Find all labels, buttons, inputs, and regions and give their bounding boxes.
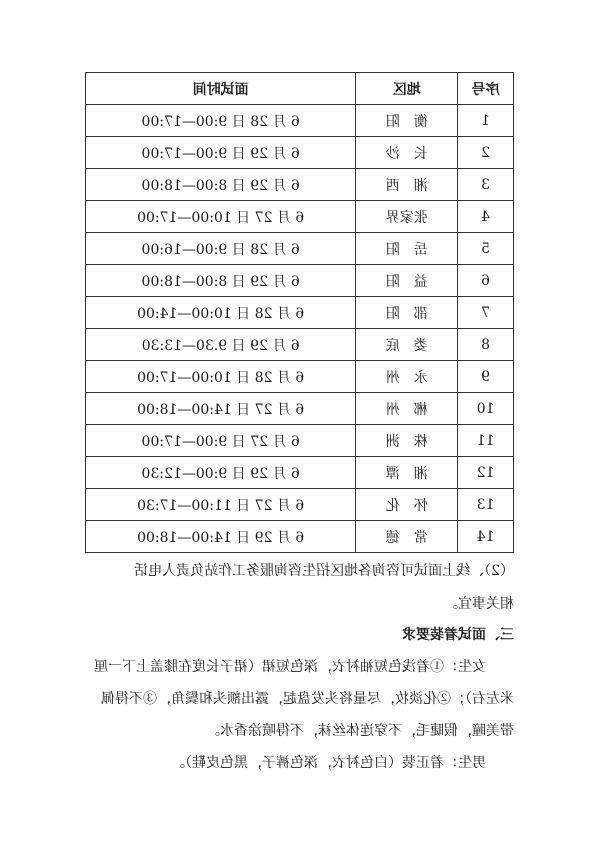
- header-area: 地区: [356, 73, 458, 105]
- row-time: 6 月 28 日 9:00—16:00: [86, 233, 356, 265]
- row-area: 岳 阳: [356, 233, 458, 265]
- row-area: 株 洲: [356, 425, 458, 457]
- row-number: 13: [458, 489, 514, 521]
- row-time: 6 月 28 日 9:00—17:00: [86, 105, 356, 137]
- row-time: 6 月 29 日 9:00—17:00: [86, 137, 356, 169]
- row-time: 6 月 27 日 10:00—17:00: [86, 201, 356, 233]
- section3-heading: 三、面试着装要求: [402, 627, 514, 643]
- female-line1: 女生：①着浅色短袖衬衣，深色短裙（裙子长度在膝盖上下一厘: [94, 659, 486, 675]
- table-row: [86, 489, 514, 521]
- table-row: [86, 233, 514, 265]
- row-time: 6 月 27 日 9:00—17:00: [86, 425, 356, 457]
- row-area: 郴 州: [356, 393, 458, 425]
- table-row: [86, 201, 514, 233]
- row-time: 6 月 29 日 9.30—13:30: [86, 329, 356, 361]
- row-time: 6 月 29 日 9:00—12:30: [86, 457, 356, 489]
- male-line1: 男生：着正装（白色衬衣，深色裤子，黑色皮鞋）。: [171, 755, 486, 771]
- row-area: 衡 阳: [356, 105, 458, 137]
- row-number: 1: [458, 105, 514, 137]
- header-number: 序号: [458, 73, 514, 105]
- table-row: [86, 169, 514, 201]
- row-area: 怀 化: [356, 489, 458, 521]
- row-number: 11: [458, 425, 514, 457]
- row-time: 6 月 29 日 14:00—18:00: [86, 521, 356, 553]
- table-row: [86, 361, 514, 393]
- table-row: [86, 105, 514, 137]
- para2-line2: 相关事宜。: [444, 596, 514, 612]
- row-number: 4: [458, 201, 514, 233]
- row-area: 湘 潭: [356, 457, 458, 489]
- table-row: [86, 329, 514, 361]
- row-number: 5: [458, 233, 514, 265]
- row-number: 14: [458, 521, 514, 553]
- interview-schedule-table: [85, 72, 514, 553]
- row-area: 娄 底: [356, 329, 458, 361]
- row-number: 9: [458, 361, 514, 393]
- header-time: 面试时间: [86, 73, 356, 105]
- row-area: 邵 阳: [356, 297, 458, 329]
- row-area: 永 州: [356, 361, 458, 393]
- row-number: 2: [458, 137, 514, 169]
- female-line3: 带美瞳，假睫毛，不穿连体丝袜，不得喷涂香水。: [206, 723, 514, 739]
- row-area: 益 阳: [356, 265, 458, 297]
- row-area: 张家界: [356, 201, 458, 233]
- row-number: 7: [458, 297, 514, 329]
- table-row: [86, 521, 514, 553]
- row-area: 长 沙: [356, 137, 458, 169]
- row-area: 湘 西: [356, 169, 458, 201]
- para2-line1: （2）、线上面试可咨询各地区招生咨询服务工作站负责人电话: [134, 563, 514, 579]
- row-number: 12: [458, 457, 514, 489]
- row-number: 3: [458, 169, 514, 201]
- row-area: 常 德: [356, 521, 458, 553]
- table-row: [86, 425, 514, 457]
- row-time: 6 月 27 日 11:00—17:30: [86, 489, 356, 521]
- row-time: 6 月 27 日 14:00—18:00: [86, 393, 356, 425]
- row-time: 6 月 29 日 8:00—18:00: [86, 169, 356, 201]
- table-row: [86, 265, 514, 297]
- row-time: 6 月 28 日 10:00—14:00: [86, 297, 356, 329]
- row-time: 6 月 28 日 10:00—17:00: [86, 361, 356, 393]
- female-line2: 米左右）；②化淡妆，尽量将头发盘起，露出额头和鬓角，③不得佩: [101, 691, 514, 707]
- table-row: [86, 137, 514, 169]
- row-time: 6 月 29 日 8:00—18:00: [86, 265, 356, 297]
- table-row: [86, 457, 514, 489]
- row-number: 10: [458, 393, 514, 425]
- row-number: 6: [458, 265, 514, 297]
- row-number: 8: [458, 329, 514, 361]
- table-row: [86, 297, 514, 329]
- table-header-row: [86, 73, 514, 105]
- table-row: [86, 393, 514, 425]
